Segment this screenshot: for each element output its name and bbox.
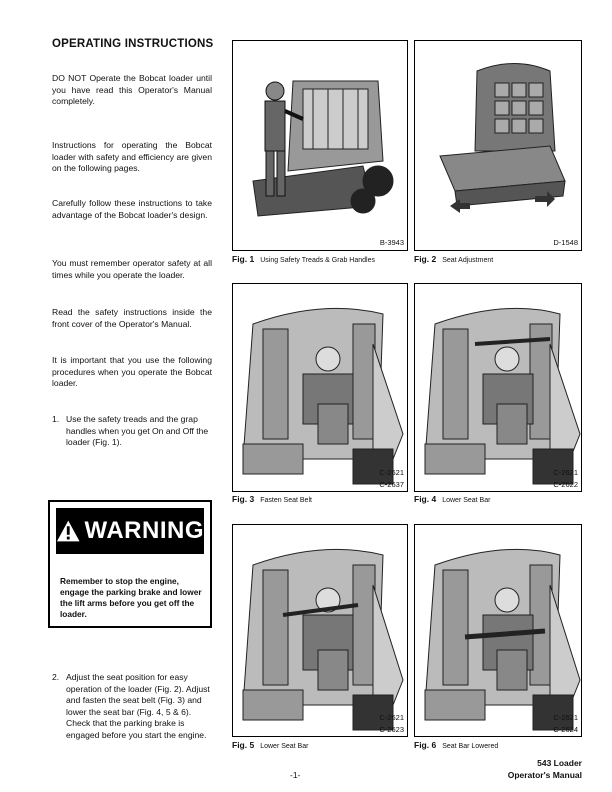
seat-adjustment-illustration — [415, 41, 582, 251]
figure-4-code-2: C-2622 — [553, 480, 578, 489]
warning-text: Remember to stop the engine, engage the parking brake and lower the lift arms before you get off the loader. — [60, 576, 202, 619]
page-title: OPERATING INSTRUCTIONS — [52, 38, 214, 50]
step-2 — [52, 672, 212, 742]
figure-1-code: B-3943 — [379, 238, 404, 247]
figure-label: Fig. 2 — [414, 254, 437, 264]
intro-paragraph-3: Carefully follow these instructions to take advantage of the Bobcat loader's design. — [52, 198, 212, 220]
figure-2-image — [414, 40, 582, 251]
intro-paragraph-5: Read the safety instructions inside the front cover of the Operator's Manual. — [52, 307, 212, 329]
intro-paragraph-1: DO NOT Operate the Bobcat loader until you have read this Operator's Manual completely. — [52, 73, 212, 107]
figure-4-image — [414, 283, 582, 492]
figure-5-image — [232, 524, 408, 737]
figure-6-image — [414, 524, 582, 737]
figure-caption-text: Lower Seat Bar — [442, 497, 491, 504]
figure-2-code: D-1548 — [553, 238, 578, 247]
figure-label: Fig. 6 — [414, 740, 437, 750]
figure-5-code-2: C-2623 — [379, 725, 404, 734]
figure-4-code-1: C-2621 — [553, 468, 578, 477]
figure-6-caption — [414, 740, 498, 750]
warning-triangle-icon — [56, 519, 81, 543]
step-number: 1. — [52, 414, 60, 424]
fasten-seat-belt-illustration — [233, 284, 408, 492]
figure-label: Fig. 4 — [414, 494, 437, 504]
figure-6-code-2: C-2624 — [553, 725, 578, 734]
loader-operator-entering-illustration — [233, 41, 408, 251]
figure-3-code-2: C-2637 — [379, 480, 404, 489]
figure-5-caption — [232, 740, 308, 750]
step-number: 2. — [52, 672, 60, 682]
intro-paragraph-4: You must remember operator safety at all times while you operate the loader. — [52, 258, 212, 280]
figure-2-caption — [414, 254, 493, 264]
figure-3-caption — [232, 494, 312, 504]
figure-3-code-1: C-2621 — [379, 468, 404, 477]
figure-caption-text: Using Safety Treads & Grab Handles — [260, 257, 375, 264]
step-1 — [52, 414, 212, 449]
intro-paragraph-6: It is important that you use the following procedures when you operate the Bobcat loader. — [52, 355, 212, 389]
figure-label: Fig. 3 — [232, 494, 255, 504]
figure-5-code-1: C-2621 — [379, 713, 404, 722]
figure-caption-text: Fasten Seat Belt — [260, 497, 312, 504]
figure-1-caption — [232, 254, 375, 264]
figure-label: Fig. 5 — [232, 740, 255, 750]
warning-title: WARNING — [84, 517, 204, 544]
footer-model: 543 Loader — [537, 758, 582, 768]
figure-4-caption — [414, 494, 490, 504]
figure-caption-text: Seat Adjustment — [442, 257, 494, 264]
step-text: Use the safety treads and the grap handles when you get On and Off the loader (Fig. 1). — [66, 414, 209, 448]
figure-label: Fig. 1 — [232, 254, 255, 264]
figure-caption-text: Seat Bar Lowered — [442, 743, 499, 750]
figure-caption-text: Lower Seat Bar — [260, 743, 309, 750]
warning-box — [48, 500, 212, 628]
lower-seat-bar-illustration — [415, 284, 582, 492]
step-text: Adjust the seat position for easy operation of the loader (Fig. 2). Adjust and fasten the seat belt (Fig. 3) and lower the seat bar (Fig. 4, 5 & 6). Check that the parking brake is engaged before you start the engine. — [66, 672, 210, 740]
figure-3-image — [232, 283, 408, 492]
page-number: -1- — [290, 770, 301, 780]
footer-manual-title: Operator's Manual — [507, 770, 582, 780]
intro-paragraph-2: Instructions for operating the Bobcat loader with safety and efficiency are given on the following pages. — [52, 140, 212, 174]
figure-1-image — [232, 40, 408, 251]
warning-header — [56, 508, 204, 554]
figure-6-code-1: C-2621 — [553, 713, 578, 722]
seat-bar-lowered-illustration — [415, 525, 582, 737]
lower-seat-bar-illustration — [233, 525, 408, 737]
